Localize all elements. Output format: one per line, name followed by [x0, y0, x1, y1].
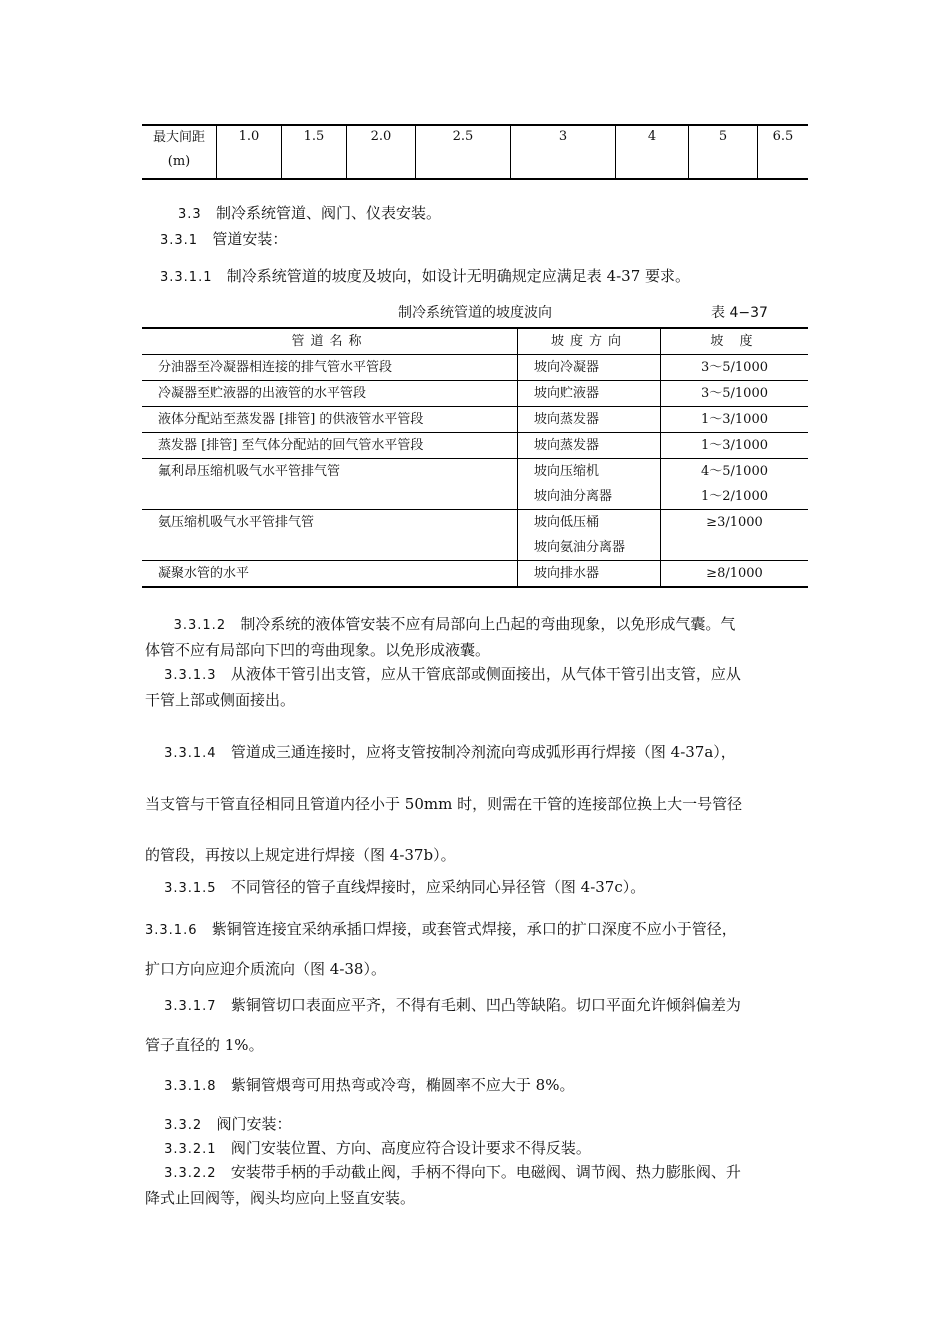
table-row: [142, 381, 808, 407]
section-heading-3-3-2: 3.3.2 阀门安装：: [164, 1115, 292, 1133]
paragraph-3-3-1-8: 3.3.1.8 紫铜管煨弯可用热弯或冷弯，椭圆率不应大于 8%。: [164, 1076, 575, 1094]
direction-text: 坡向压缩机: [534, 464, 600, 479]
slope-cell: [661, 459, 809, 510]
paragraph-3-3-1-6: 3.3.1.6 紫铜管连接宜采纳承插口焊接，或套管式焊接，承口的扩口深度不应小于管径， 扩口方向应迎介质流向（图 4-38）。: [145, 920, 737, 978]
table-row: [142, 355, 808, 381]
pipe-name-cell: 凝聚水管的水平: [142, 561, 518, 588]
paragraph-3-3-1-5: 3.3.1.5 不同管径的管子直线焊接时，应采纳同心异径管（图 4-37c）。: [164, 878, 646, 896]
spacing-table: [142, 124, 808, 180]
slope-cell: 1～3/1000: [661, 433, 809, 459]
table-cell: 1.5: [282, 125, 347, 179]
table-cell: 4: [616, 125, 689, 179]
direction-cell: [518, 510, 661, 561]
slope-text: 4～5/1000: [700, 464, 768, 479]
table-row: [142, 407, 808, 433]
paragraph-3-3-2-2: 3.3.2.2 安装带手柄的手动截止阀，手柄不得向下。电磁阀、调节阀、热力膨胀阀、升 降式止回阀等，阀头均应向上竖直安装。: [145, 1163, 741, 1207]
table-row: [142, 510, 808, 561]
table-number: 表 4−37: [711, 305, 768, 321]
table-title: 制冷系统管道的坡度波向: [398, 305, 552, 321]
table-cell: 5: [689, 125, 758, 179]
direction-cell: [518, 459, 661, 510]
table-caption: [142, 302, 808, 324]
table-row: [142, 459, 808, 510]
table-header-row: [142, 328, 808, 355]
direction-text: 坡向低压桶: [534, 515, 600, 530]
direction-text: 坡向油分离器: [534, 489, 613, 504]
table-row: [142, 125, 808, 179]
header-direction: 坡度方向: [518, 328, 661, 355]
slope-cell: 3～5/1000: [661, 381, 809, 407]
paragraph-3-3-2-1: 3.3.2.1 阀门安装位置、方向、高度应符合设计要求不得反装。: [164, 1139, 591, 1157]
direction-cell: 坡向贮液器: [518, 381, 661, 407]
slope-table: [142, 327, 808, 588]
paragraph-3-3-1-3: 3.3.1.3 从液体干管引出支管，应从干管底部或侧面接出，从气体干管引出支管，应从 干管上部或侧面接出。: [145, 665, 741, 709]
section-heading-3-3-1: 3.3.1 管道安装：: [160, 230, 288, 248]
table-cell: 3: [511, 125, 616, 179]
slope-text: 1～2/1000: [700, 489, 768, 504]
slope-cell: 1～3/1000: [661, 407, 809, 433]
pipe-name-cell: 氨压缩机吸气水平管排气管: [142, 510, 518, 561]
slope-cell: ≥8/1000: [661, 561, 809, 588]
direction-text: 坡向氨油分离器: [534, 540, 626, 555]
paragraph-3-3-1-2: 3.3.1.2 制冷系统的液体管安装不应有局部向上凸起的弯曲现象，以免形成气囊。气 体管不应有局部向下凹的弯曲现象。以免形成液囊。: [145, 615, 736, 659]
table-cell-label: [142, 125, 217, 179]
header-slope: 坡 度: [661, 328, 809, 355]
section-heading-3-3: 3.3 制冷系统管道、阀门、仪表安装。: [178, 204, 442, 222]
max-spacing-label: 最大间距: [152, 130, 205, 145]
unit-label: (m): [167, 154, 191, 169]
paragraph-3-3-1-7: 3.3.1.7 紫铜管切口表面应平齐，不得有毛刺、凹凸等缺陷。切口平面允许倾斜偏差为 管子直径的 1%。: [145, 996, 741, 1054]
pipe-name-cell: 液体分配站至蒸发器 [排管] 的供液管水平管段: [142, 407, 518, 433]
pipe-name-cell: 氟利昂压缩机吸气水平管排气管: [142, 459, 518, 510]
table-cell: 2.0: [347, 125, 416, 179]
paragraph-3-3-1-1: 3.3.1.1 制冷系统管道的坡度及坡向，如设计无明确规定应满足表 4-37 要求。: [160, 267, 691, 285]
table-cell: 6.5: [758, 125, 809, 179]
table-row: [142, 561, 808, 588]
header-pipe-name: 管道名称: [142, 328, 518, 355]
table-cell: 1.0: [217, 125, 282, 179]
pipe-name-cell: 冷凝器至贮液器的出液管的水平管段: [142, 381, 518, 407]
slope-text: ≥3/1000: [706, 515, 763, 530]
direction-cell: 坡向排水器: [518, 561, 661, 588]
pipe-name-cell: 蒸发器 [排管] 至气体分配站的回气管水平管段: [142, 433, 518, 459]
slope-cell: [661, 510, 809, 561]
pipe-name-cell: 分油器至冷凝器相连接的排气管水平管段: [142, 355, 518, 381]
table-row: [142, 433, 808, 459]
direction-cell: 坡向蒸发器: [518, 407, 661, 433]
direction-cell: 坡向冷凝器: [518, 355, 661, 381]
slope-cell: 3～5/1000: [661, 355, 809, 381]
direction-cell: 坡向蒸发器: [518, 433, 661, 459]
paragraph-3-3-1-4: 3.3.1.4 管道成三通连接时，应将支管按制冷剂流向弯成弧形再行焊接（图 4-37a）， 当支管与干管直径相同且管道内径小于 50mm 时，则需在干管的连接部位换上大一号管径 的管段，再按以上规定进行焊接（图 4-37b）。: [145, 743, 743, 864]
table-cell: 2.5: [416, 125, 511, 179]
